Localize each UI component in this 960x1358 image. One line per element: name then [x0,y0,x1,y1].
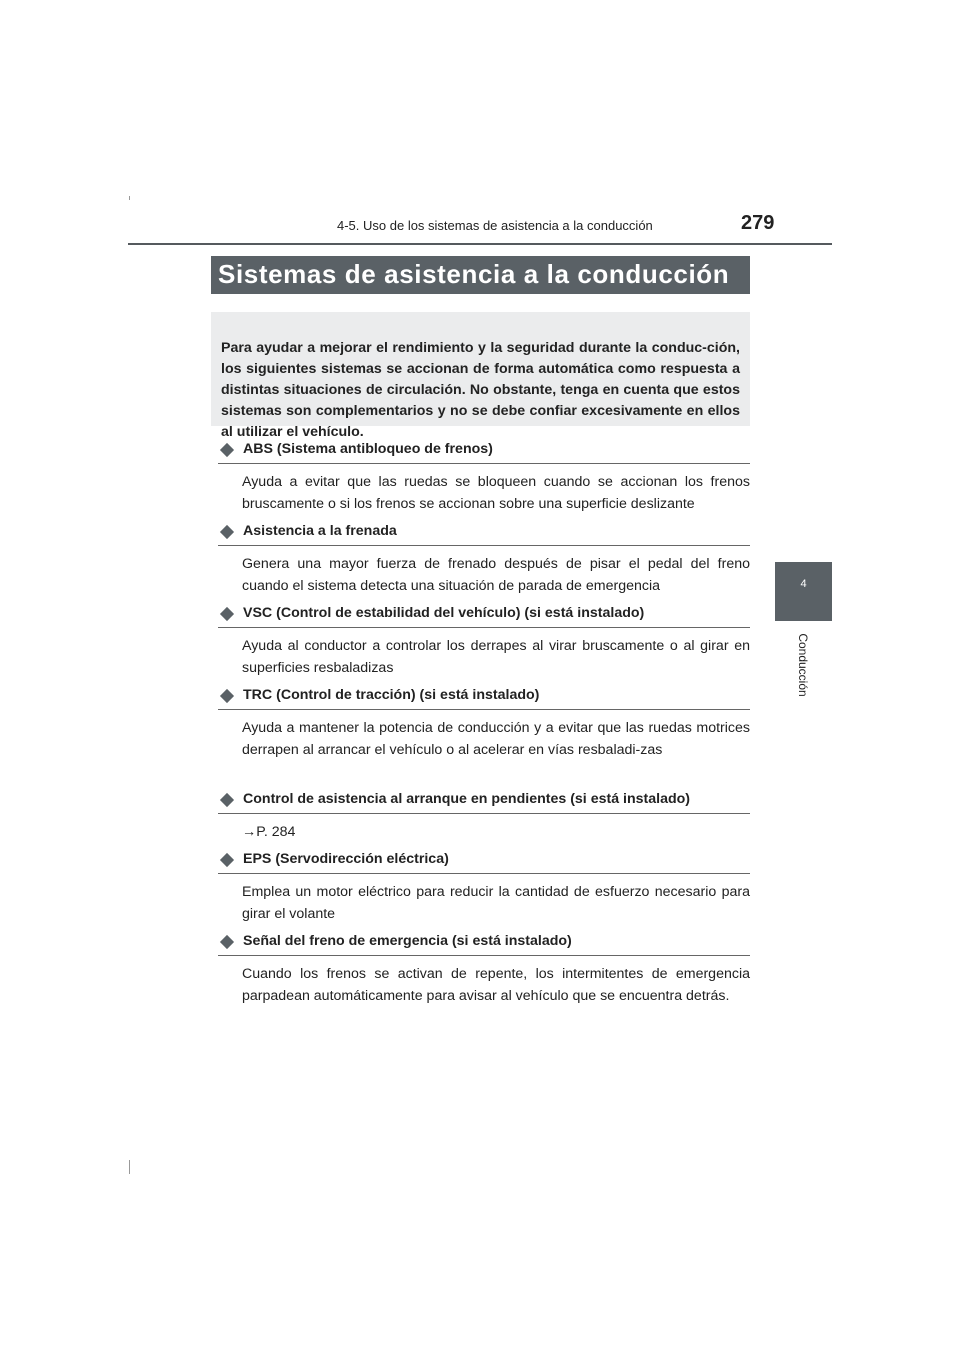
diamond-bullet-icon [220,689,234,703]
section-head [218,523,750,546]
section-head [218,687,750,710]
section-body: Genera una mayor fuerza de frenado después de pisar el pedal del freno cuando el sistema detecta una situación de parada de emergencia [242,556,750,594]
header-rule [128,243,832,245]
title-bar [211,256,750,294]
section-body: Cuando los frenos se activan de repente, los intermitentes de emergencia parpadean automáticamente para avisar al vehículo que se encuentra detrás. [242,966,750,1004]
section-title: VSC (Control de estabilidad del vehículo) (si está instalado) [243,605,645,621]
page-title: Sistemas de asistencia a la conducción [218,259,730,289]
section-abs [218,441,750,515]
page-number: 279 [741,212,775,234]
section-title: Control de asistencia al arranque en pendientes (si está instalado) [243,791,691,807]
diamond-bullet-icon [220,853,234,867]
section-title: Asistencia a la frenada [243,523,397,539]
margin-mark [129,196,130,200]
section-head [218,851,750,874]
chapter-label: Conducción [796,633,810,697]
section-body: Emplea un motor eléctrico para reducir la cantidad de esfuerzo necesario para girar el volante [242,884,750,922]
margin-mark [129,1160,130,1174]
section-head [218,605,750,628]
section-title: ABS (Sistema antibloqueo de frenos) [243,441,493,457]
section-hill-start [218,791,750,843]
section-emergency-signal [218,933,750,1007]
diamond-bullet-icon [220,935,234,949]
page-reference: →P. 284 [242,824,296,840]
section-body: Ayuda al conductor a controlar los derrapes al virar bruscamente o al girar en superficies resbaladizas [242,638,750,676]
running-header: 4-5. Uso de los sistemas de asistencia a la conducción [337,218,653,233]
diamond-bullet-icon [220,525,234,539]
diamond-bullet-icon [220,793,234,807]
section-eps [218,851,750,925]
section-title: TRC (Control de tracción) (si está instalado) [243,687,540,703]
chapter-number: 4 [800,578,807,590]
section-body: Ayuda a mantener la potencia de conducción y a evitar que las ruedas motrices derrapen al arrancar el vehículo o al acelerar en vías resbaladi-zas [242,720,750,758]
section-head [218,791,750,814]
section-trc [218,687,750,761]
section-title: Señal del freno de emergencia (si está instalado) [243,933,572,949]
intro-text: Para ayudar a mejorar el rendimiento y la seguridad durante la conduc-ción, los siguientes sistemas se accionan de forma automática como respuesta a distintas situaciones de circulación. No obstante, tenga en cuenta que estos sistemas son complementarios y no se debe confiar excesivamente en ellos al utilizar el vehículo. [221,340,740,440]
section-vsc [218,605,750,679]
section-brake-assist [218,523,750,597]
intro-box [211,312,750,440]
diamond-bullet-icon [220,443,234,457]
section-body: Ayuda a evitar que las ruedas se bloqueen cuando se accionan los frenos bruscamente o si los frenos se accionan sobre una superficie deslizante [242,474,750,512]
chapter-tab [775,562,832,621]
section-head [218,441,750,464]
diamond-bullet-icon [220,607,234,621]
section-head [218,933,750,956]
section-title: EPS (Servodirección eléctrica) [243,851,449,867]
